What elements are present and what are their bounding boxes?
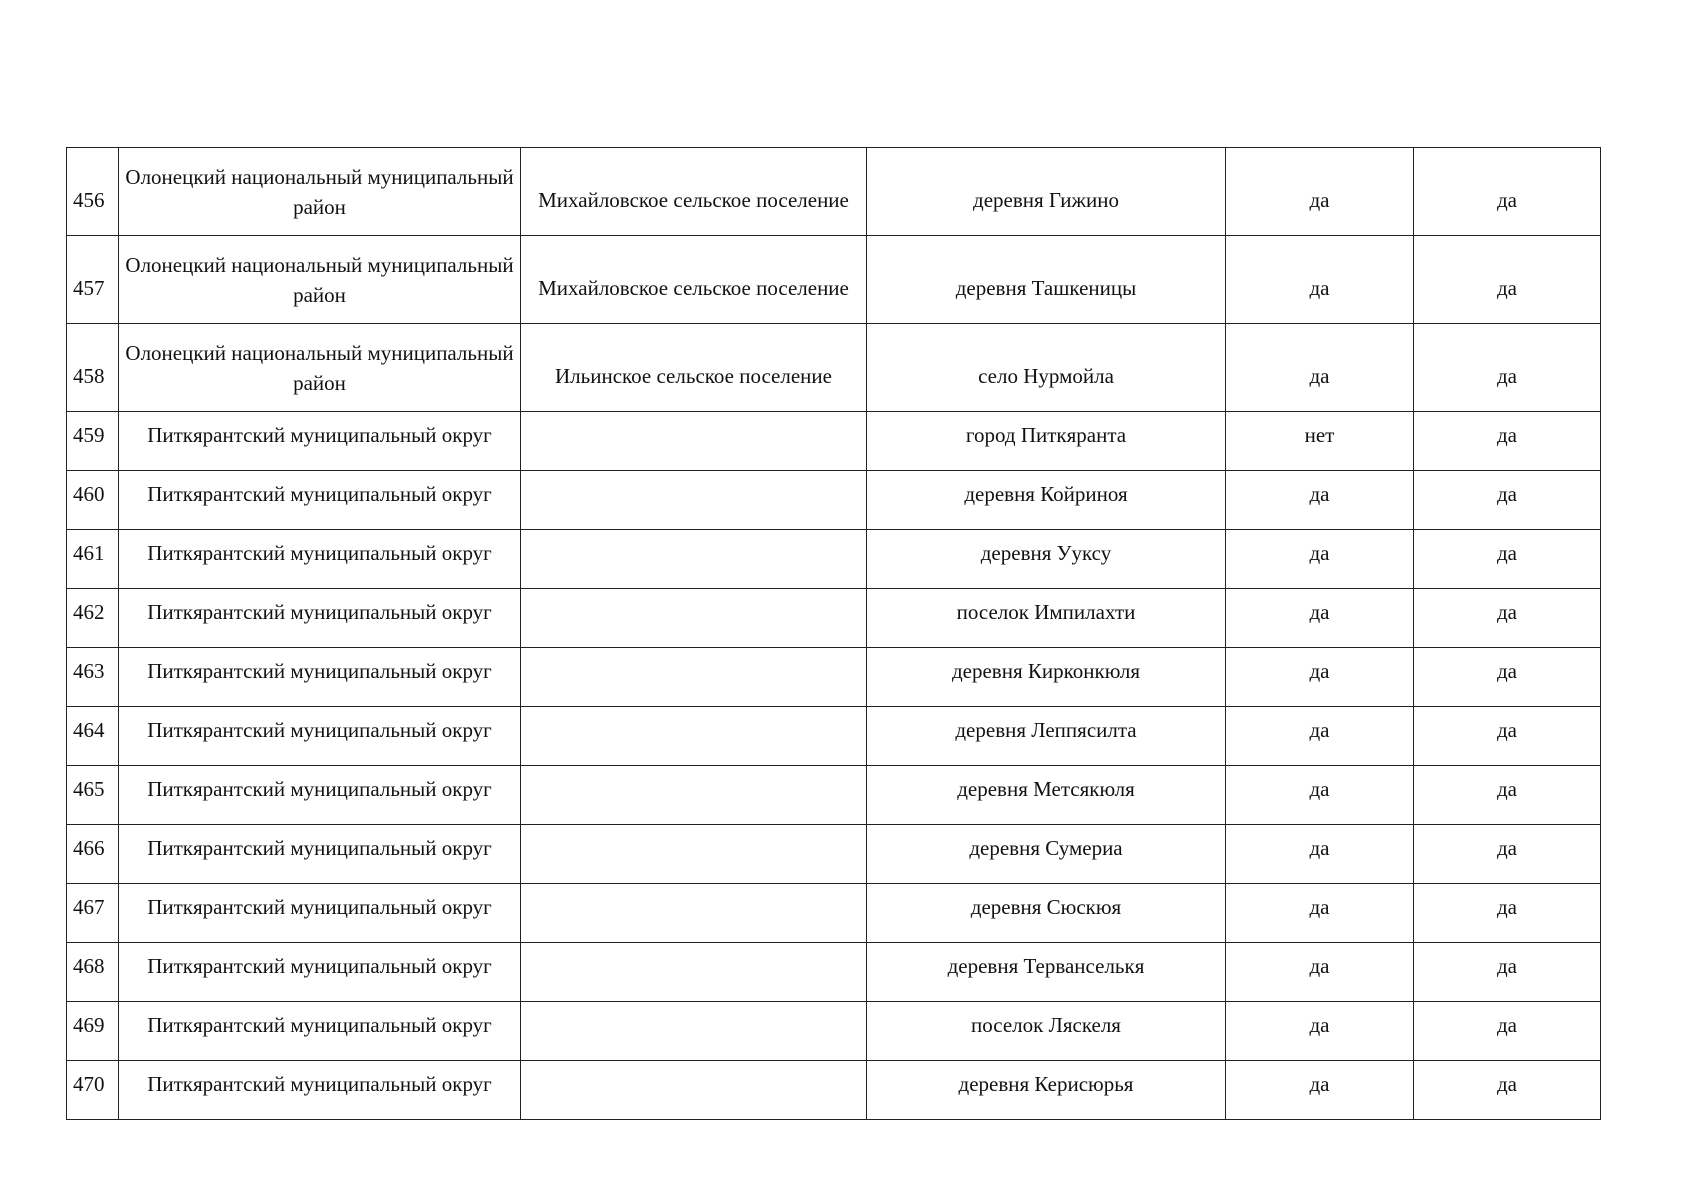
flag-cell-2: да bbox=[1414, 1061, 1601, 1120]
row-number: 460 bbox=[67, 471, 119, 530]
settlement-cell: Ильинское сельское поселение bbox=[521, 324, 867, 412]
table-row bbox=[67, 766, 1601, 825]
table-row bbox=[67, 236, 1601, 324]
flag-cell-2: да bbox=[1414, 825, 1601, 884]
settlement-cell bbox=[521, 471, 867, 530]
row-number: 466 bbox=[67, 825, 119, 884]
flag-cell-2: да bbox=[1414, 707, 1601, 766]
locality-cell: деревня Гижино bbox=[867, 148, 1226, 236]
settlement-cell: Михайловское сельское поселение bbox=[521, 148, 867, 236]
flag-cell-2: да bbox=[1414, 412, 1601, 471]
table-row bbox=[67, 707, 1601, 766]
district-cell: Питкярантский муниципальный округ bbox=[119, 1002, 521, 1061]
locality-cell: деревня Терванселькя bbox=[867, 943, 1226, 1002]
row-number: 470 bbox=[67, 1061, 119, 1120]
district-cell: Питкярантский муниципальный округ bbox=[119, 707, 521, 766]
flag-cell-2: да bbox=[1414, 943, 1601, 1002]
row-number: 459 bbox=[67, 412, 119, 471]
table-row bbox=[67, 324, 1601, 412]
locality-cell: деревня Ташкеницы bbox=[867, 236, 1226, 324]
table-row bbox=[67, 648, 1601, 707]
flag-cell-1: да bbox=[1226, 148, 1414, 236]
table-row bbox=[67, 412, 1601, 471]
locality-cell: деревня Сюскюя bbox=[867, 884, 1226, 943]
locality-cell: поселок Импилахти bbox=[867, 589, 1226, 648]
settlement-cell bbox=[521, 589, 867, 648]
district-cell: Питкярантский муниципальный округ bbox=[119, 825, 521, 884]
locality-cell: город Питкяранта bbox=[867, 412, 1226, 471]
district-cell: Питкярантский муниципальный округ bbox=[119, 766, 521, 825]
settlement-cell bbox=[521, 825, 867, 884]
flag-cell-1: да bbox=[1226, 1061, 1414, 1120]
row-number: 461 bbox=[67, 530, 119, 589]
locality-cell: деревня Керисюрья bbox=[867, 1061, 1226, 1120]
row-number: 467 bbox=[67, 884, 119, 943]
locality-cell: деревня Койриноя bbox=[867, 471, 1226, 530]
flag-cell-2: да bbox=[1414, 236, 1601, 324]
flag-cell-1: да bbox=[1226, 707, 1414, 766]
table-row bbox=[67, 884, 1601, 943]
settlement-cell bbox=[521, 412, 867, 471]
flag-cell-1: да bbox=[1226, 324, 1414, 412]
localities-table bbox=[66, 147, 1601, 1120]
locality-cell: деревня Ууксу bbox=[867, 530, 1226, 589]
settlement-cell bbox=[521, 884, 867, 943]
table-row bbox=[67, 589, 1601, 648]
district-cell: Питкярантский муниципальный округ bbox=[119, 1061, 521, 1120]
flag-cell-1: да bbox=[1226, 530, 1414, 589]
district-cell: Питкярантский муниципальный округ bbox=[119, 884, 521, 943]
flag-cell-1: да bbox=[1226, 1002, 1414, 1061]
settlement-cell bbox=[521, 1002, 867, 1061]
district-cell: Питкярантский муниципальный округ bbox=[119, 943, 521, 1002]
flag-cell-2: да bbox=[1414, 471, 1601, 530]
flag-cell-1: да bbox=[1226, 648, 1414, 707]
row-number: 465 bbox=[67, 766, 119, 825]
flag-cell-2: да bbox=[1414, 148, 1601, 236]
locality-cell: поселок Ляскеля bbox=[867, 1002, 1226, 1061]
district-cell: Олонецкий национальный муниципальный район bbox=[119, 324, 521, 412]
settlement-cell: Михайловское сельское поселение bbox=[521, 236, 867, 324]
table-row bbox=[67, 943, 1601, 1002]
row-number: 464 bbox=[67, 707, 119, 766]
settlement-cell bbox=[521, 707, 867, 766]
row-number: 462 bbox=[67, 589, 119, 648]
locality-cell: село Нурмойла bbox=[867, 324, 1226, 412]
settlement-cell bbox=[521, 943, 867, 1002]
district-cell: Питкярантский муниципальный округ bbox=[119, 589, 521, 648]
row-number: 457 bbox=[67, 236, 119, 324]
flag-cell-1: да bbox=[1226, 589, 1414, 648]
flag-cell-1: да bbox=[1226, 236, 1414, 324]
flag-cell-1: да bbox=[1226, 943, 1414, 1002]
district-cell: Олонецкий национальный муниципальный район bbox=[119, 148, 521, 236]
flag-cell-2: да bbox=[1414, 1002, 1601, 1061]
table-row bbox=[67, 1002, 1601, 1061]
row-number: 458 bbox=[67, 324, 119, 412]
locality-cell: деревня Кирконкюля bbox=[867, 648, 1226, 707]
flag-cell-2: да bbox=[1414, 530, 1601, 589]
settlement-cell bbox=[521, 530, 867, 589]
flag-cell-2: да bbox=[1414, 324, 1601, 412]
row-number: 456 bbox=[67, 148, 119, 236]
table-row bbox=[67, 471, 1601, 530]
table-row bbox=[67, 1061, 1601, 1120]
flag-cell-1: да bbox=[1226, 884, 1414, 943]
locality-cell: деревня Сумериа bbox=[867, 825, 1226, 884]
row-number: 463 bbox=[67, 648, 119, 707]
settlement-cell bbox=[521, 648, 867, 707]
flag-cell-2: да bbox=[1414, 766, 1601, 825]
row-number: 469 bbox=[67, 1002, 119, 1061]
district-cell: Питкярантский муниципальный округ bbox=[119, 648, 521, 707]
district-cell: Питкярантский муниципальный округ bbox=[119, 412, 521, 471]
row-number: 468 bbox=[67, 943, 119, 1002]
settlement-cell bbox=[521, 766, 867, 825]
flag-cell-1: да bbox=[1226, 766, 1414, 825]
table-row bbox=[67, 825, 1601, 884]
flag-cell-1: да bbox=[1226, 825, 1414, 884]
table-row bbox=[67, 530, 1601, 589]
flag-cell-2: да bbox=[1414, 648, 1601, 707]
settlement-cell bbox=[521, 1061, 867, 1120]
district-cell: Питкярантский муниципальный округ bbox=[119, 471, 521, 530]
flag-cell-1: да bbox=[1226, 471, 1414, 530]
flag-cell-1: нет bbox=[1226, 412, 1414, 471]
flag-cell-2: да bbox=[1414, 589, 1601, 648]
flag-cell-2: да bbox=[1414, 884, 1601, 943]
district-cell: Питкярантский муниципальный округ bbox=[119, 530, 521, 589]
locality-cell: деревня Леппясилта bbox=[867, 707, 1226, 766]
locality-cell: деревня Метсякюля bbox=[867, 766, 1226, 825]
district-cell: Олонецкий национальный муниципальный район bbox=[119, 236, 521, 324]
table-row bbox=[67, 148, 1601, 236]
